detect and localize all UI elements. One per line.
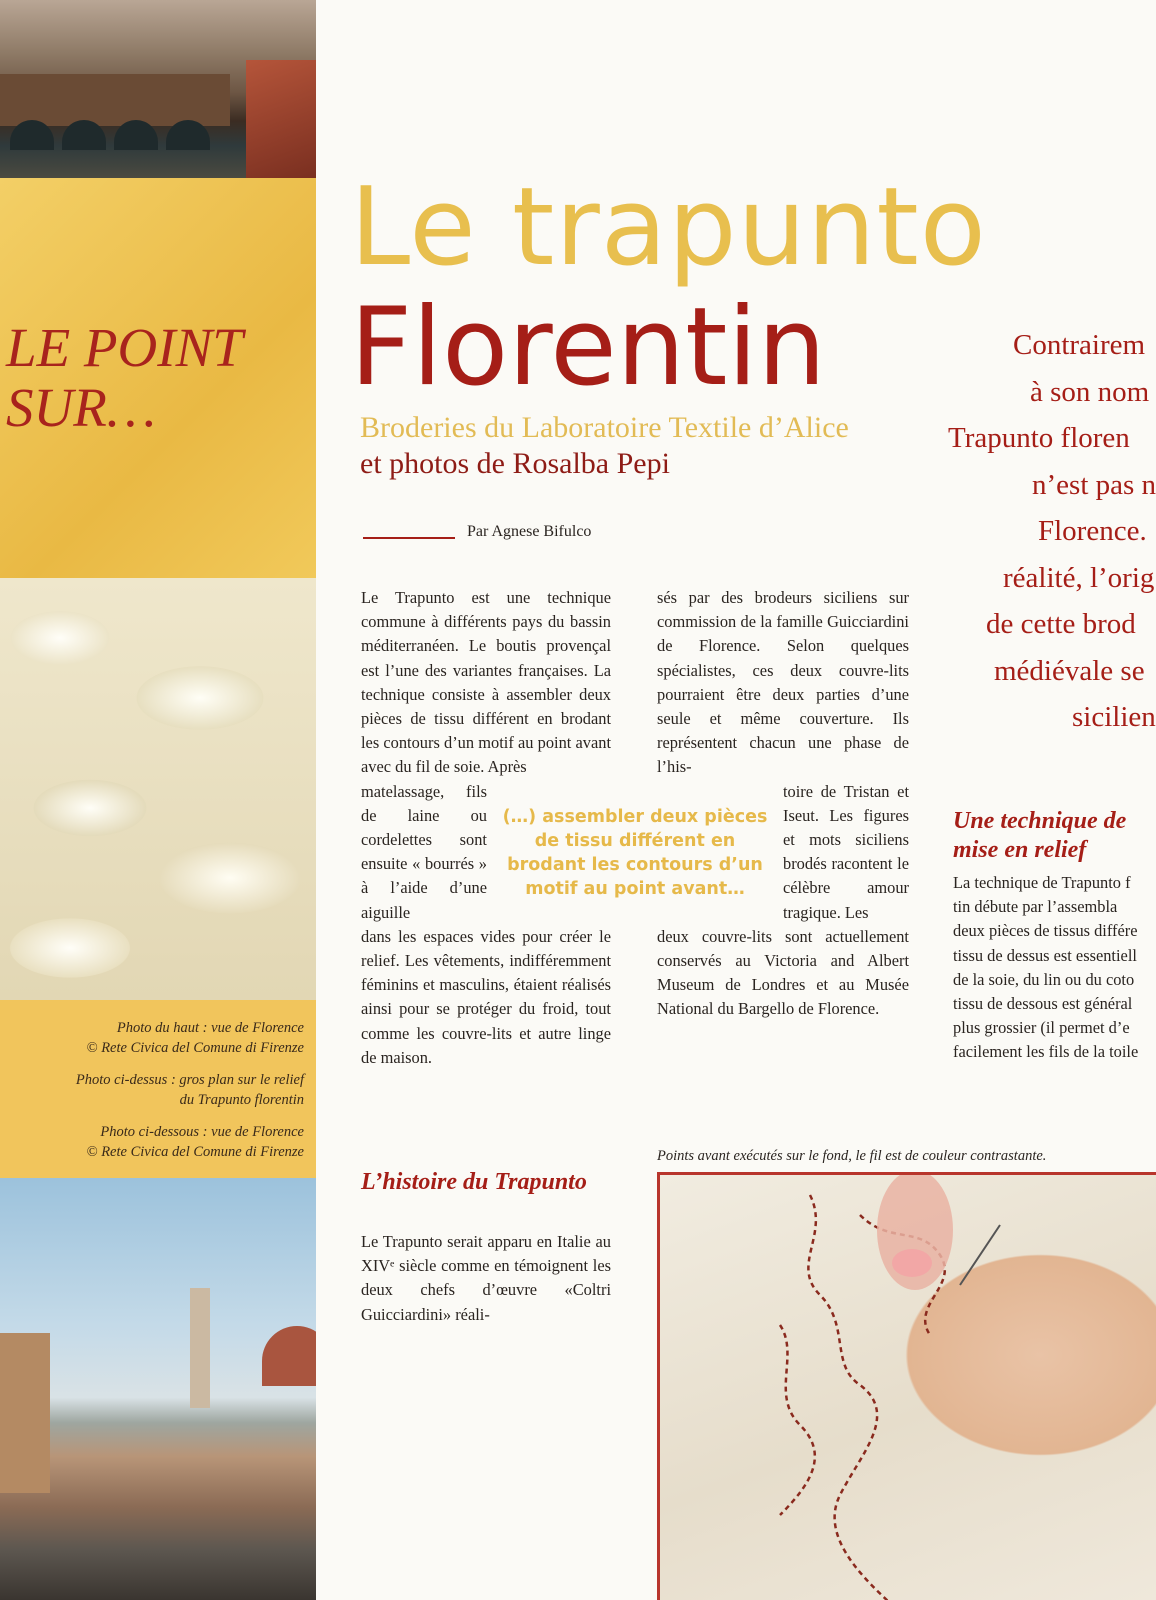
quote-line: Trapunto floren bbox=[948, 422, 1130, 454]
kicker-line-2: SUR… bbox=[6, 377, 156, 438]
article-title-line-1: Le trapunto bbox=[350, 165, 987, 290]
caption-middle-photo bbox=[14, 1070, 304, 1110]
text-line: deux pièces de tissus différe bbox=[953, 921, 1138, 941]
article-title-line-2: Florentin bbox=[350, 285, 826, 410]
caption-line: © Rete Civica del Comune di Firenze bbox=[86, 1144, 304, 1160]
florence-bridge-photo bbox=[0, 0, 316, 178]
heading-histoire: L’histoire du Trapunto bbox=[361, 1169, 587, 1195]
text-line: tissu de dessus est essentiell bbox=[953, 945, 1137, 965]
body-column-3 bbox=[953, 871, 1156, 1065]
caption-line: du Trapunto florentin bbox=[179, 1092, 304, 1108]
florence-skyline-photo bbox=[0, 1178, 316, 1600]
text-line: La technique de Trapunto f bbox=[953, 873, 1131, 892]
section-kicker bbox=[6, 318, 306, 438]
side-quote bbox=[948, 322, 1156, 741]
text-line: tin débute par l’assembla bbox=[953, 897, 1118, 917]
paragraph-rest: deux couvre-lits sont actuellement conservés au Victoria and Albert Museum de Londres et au Musée National du Bargello de Florence. bbox=[657, 926, 909, 1019]
text-line: plus grossier (il permet d’e bbox=[953, 1018, 1130, 1038]
quote-line: n’est pas n bbox=[1032, 468, 1156, 501]
quote-line: réalité, l’orig bbox=[1003, 561, 1155, 594]
body-column-2 bbox=[657, 586, 909, 1022]
quote-line: Contrairem bbox=[1013, 329, 1146, 361]
kicker-line-1: LE POINT bbox=[6, 317, 243, 378]
byline-rule bbox=[363, 537, 455, 539]
quote-line: Florence. bbox=[1038, 515, 1147, 547]
photo-captions bbox=[0, 1000, 316, 1178]
caption-bottom-photo bbox=[14, 1122, 304, 1162]
caption-line: Photo ci-dessous : vue de Florence bbox=[100, 1124, 304, 1140]
embroidery-stitch-photo bbox=[657, 1172, 1156, 1600]
quote-line: médiévale se bbox=[994, 654, 1145, 687]
quote-line: à son nom bbox=[1030, 375, 1150, 408]
quote-line: sicilien bbox=[1072, 701, 1156, 733]
caption-line: Photo ci-dessus : gros plan sur le relief bbox=[75, 1072, 304, 1088]
pull-quote: (…) assembler deux pièces de tissu différent en brodant les contours d’un motif au point avant… bbox=[502, 807, 768, 899]
text-line: facilement les fils de la toile bbox=[953, 1042, 1139, 1062]
article-subtitle-line-2: et photos de Rosalba Pepi bbox=[360, 447, 670, 480]
caption-line: © Rete Civica del Comune di Firenze bbox=[86, 1040, 304, 1056]
heading-line: Une technique de bbox=[953, 808, 1127, 834]
heading-technique bbox=[953, 807, 1156, 865]
photo-caption: Points avant exécutés sur le fond, le fil est de couleur contrastante. bbox=[657, 1148, 1047, 1164]
paragraph-intro: Le Trapunto est une technique commune à différents pays du bassin méditerranéen. Le boutis provençal est l’une des variantes françaises. La technique consiste à assembler deux pièces de tissu différent en brodant les contours d’un motif au point avant avec du fil de soie. Après bbox=[361, 588, 611, 777]
heading-line: mise en relief bbox=[953, 837, 1087, 863]
paragraph-top: sés par des brodeurs siciliens sur commission de la famille Guicciardini de Florence. Selon quelques spécialistes, ces deux couvre-lits pourraient être deux parties d’une seule et même couverture. Ils représentent chacun une phase de l’his- bbox=[657, 588, 909, 777]
caption-top-photo bbox=[14, 1018, 304, 1058]
text-line: de la soie, du lin ou du coto bbox=[953, 969, 1135, 989]
byline: Par Agnese Bifulco bbox=[467, 523, 592, 540]
quote-line: de cette brod bbox=[986, 608, 1136, 640]
caption-line: Photo du haut : vue de Florence bbox=[116, 1020, 304, 1036]
paragraph-wrap: toire de Tristan et Iseut. Les figures et mots siciliens brodés racontent le célèbre amour tragique. Les bbox=[783, 781, 909, 922]
body-column-1-bottom: Le Trapunto serait apparu en Italie au XIVᵉ siècle comme en témoignent les deux chefs d’œuvre «Coltri Guicciardini» réali- bbox=[361, 1232, 611, 1324]
paragraph-rest: dans les espaces vides pour créer le relief. Les vêtements, indifféremment féminins et masculins, étaient réalisés ainsi pour se protéger du froid, tout comme les couvre-lits et autre linge de maison. bbox=[361, 926, 611, 1067]
article-subtitle-line-1: Broderies du Laboratoire Textile d’Alice bbox=[360, 411, 849, 444]
text-line: tissu de dessous est général bbox=[953, 994, 1133, 1014]
trapunto-relief-photo bbox=[0, 578, 316, 1000]
paragraph-wrap: matelassage, fils de laine ou cordelettes sont ensuite « bourrés » à l’aide d’une aiguille bbox=[361, 781, 487, 922]
